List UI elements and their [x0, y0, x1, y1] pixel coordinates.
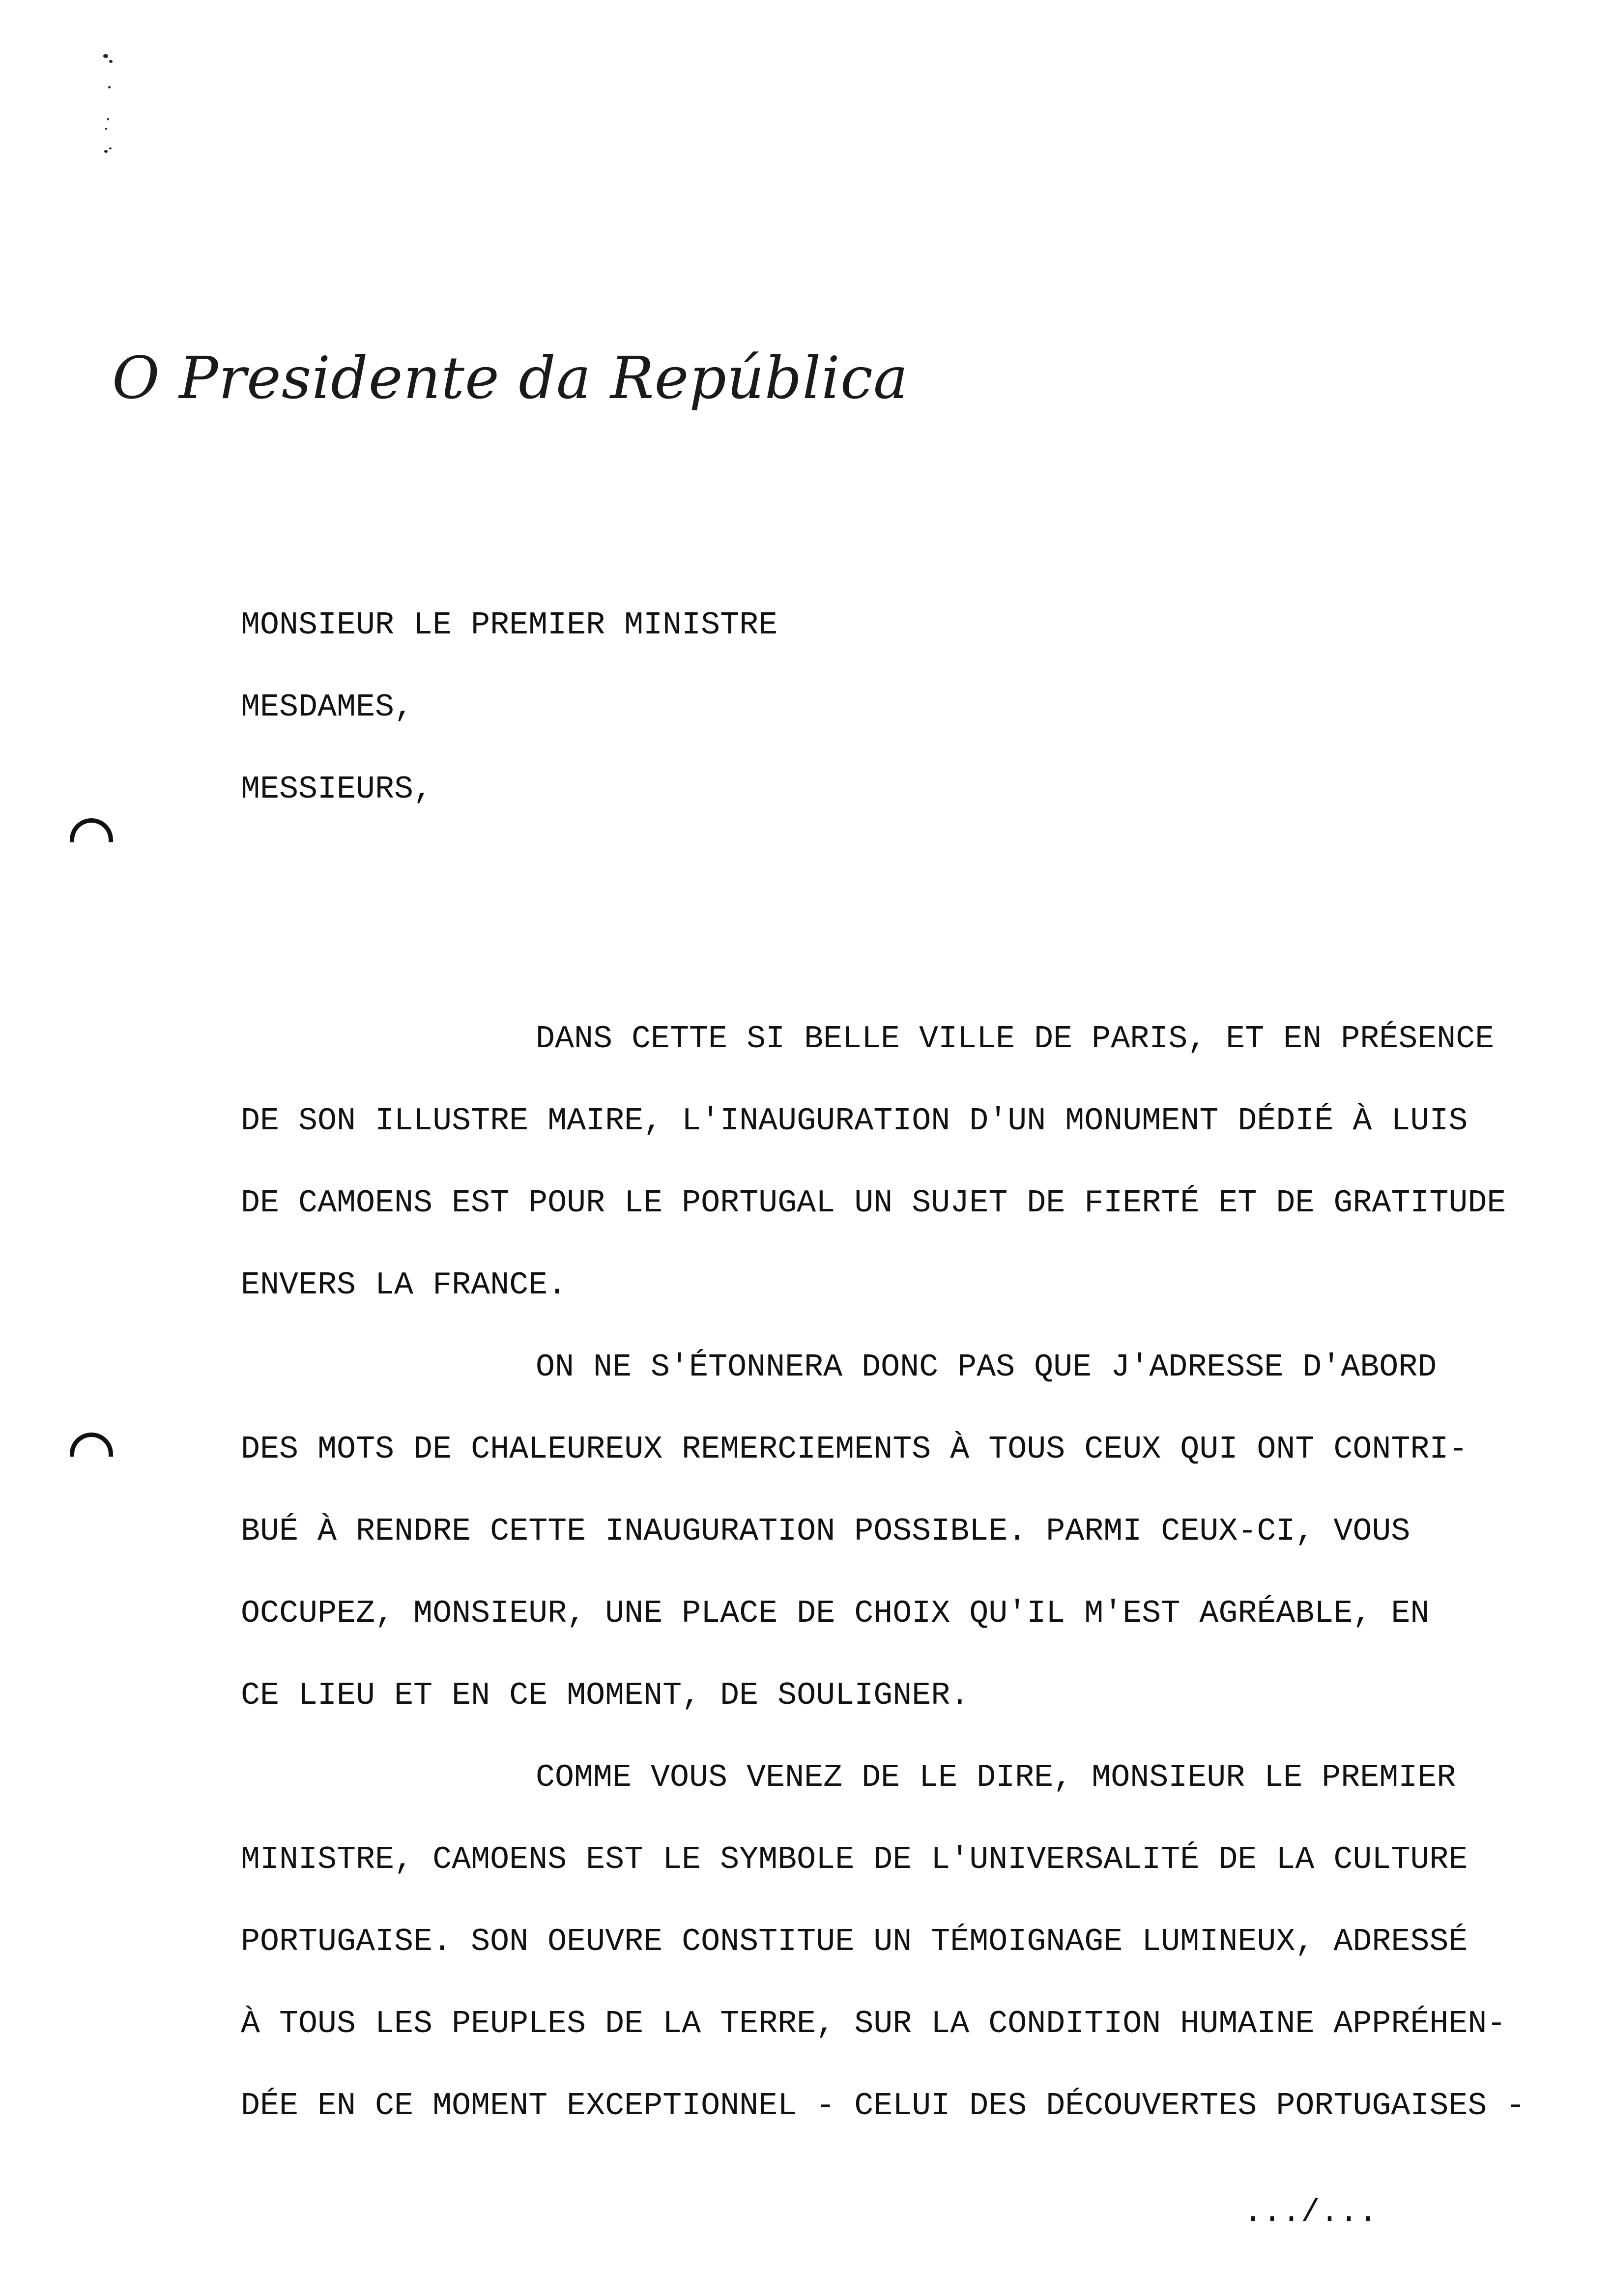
body-line: DE CAMOENS EST POUR LE PORTUGAL UN SUJET DE FIERTÉ ET DE GRATITUDE — [241, 1185, 1506, 1221]
body-line: PORTUGAISE. SON OEUVRE CONSTITUE UN TÉMOIGNAGE LUMINEUX, ADRESSÉ — [241, 1923, 1468, 1960]
letterhead-signature-script — [112, 344, 908, 412]
body-line: DE SON ILLUSTRE MAIRE, L'INAUGURATION D'UN MONUMENT DÉDIÉ À LUIS — [241, 1103, 1468, 1139]
body-line: OCCUPEZ, MONSIEUR, UNE PLACE DE CHOIX QU'IL M'EST AGRÉABLE, EN — [241, 1595, 1430, 1632]
body-line: À TOUS LES PEUPLES DE LA TERRE, SUR LA CONDITION HUMAINE APPRÉHEN- — [241, 2006, 1506, 2042]
body-line: MINISTRE, CAMOENS EST LE SYMBOLE DE L'UNIVERSALITÉ DE LA CULTURE — [241, 1841, 1468, 1878]
salutation-line: MESSIEURS, — [241, 771, 433, 807]
body-line: DES MOTS DE CHALEUREUX REMERCIEMENTS À TOUS CEUX QUI ONT CONTRI- — [241, 1431, 1468, 1467]
body-line: DANS CETTE SI BELLE VILLE DE PARIS, ET EN PRÉSENCE — [536, 1021, 1495, 1057]
body-line: ENVERS LA FRANCE. — [241, 1267, 567, 1303]
body-line: CE LIEU ET EN CE MOMENT, DE SOULIGNER. — [241, 1677, 970, 1714]
margin-bracket-mark — [70, 1433, 113, 1457]
salutation-line: MESDAMES, — [241, 689, 414, 725]
body-line: COMME VOUS VENEZ DE LE DIRE, MONSIEUR LE PREMIER — [536, 1759, 1456, 1796]
body-line: DÉE EN CE MOMENT EXCEPTIONNEL - CELUI DES DÉCOUVERTES PORTUGAISES - — [241, 2088, 1526, 2124]
body-line: BUÉ À RENDRE CETTE INAUGURATION POSSIBLE. PARMI CEUX-CI, VOUS — [241, 1513, 1410, 1550]
margin-bracket-mark — [70, 818, 113, 842]
margin-specks — [98, 49, 118, 162]
salutation-line: MONSIEUR LE PREMIER MINISTRE — [241, 607, 778, 643]
continuation-marker: .../... — [1243, 2194, 1378, 2231]
letterhead-text: O Presidente da República — [112, 344, 909, 412]
body-line: ON NE S'ÉTONNERA DONC PAS QUE J'ADRESSE D'ABORD — [536, 1349, 1437, 1385]
